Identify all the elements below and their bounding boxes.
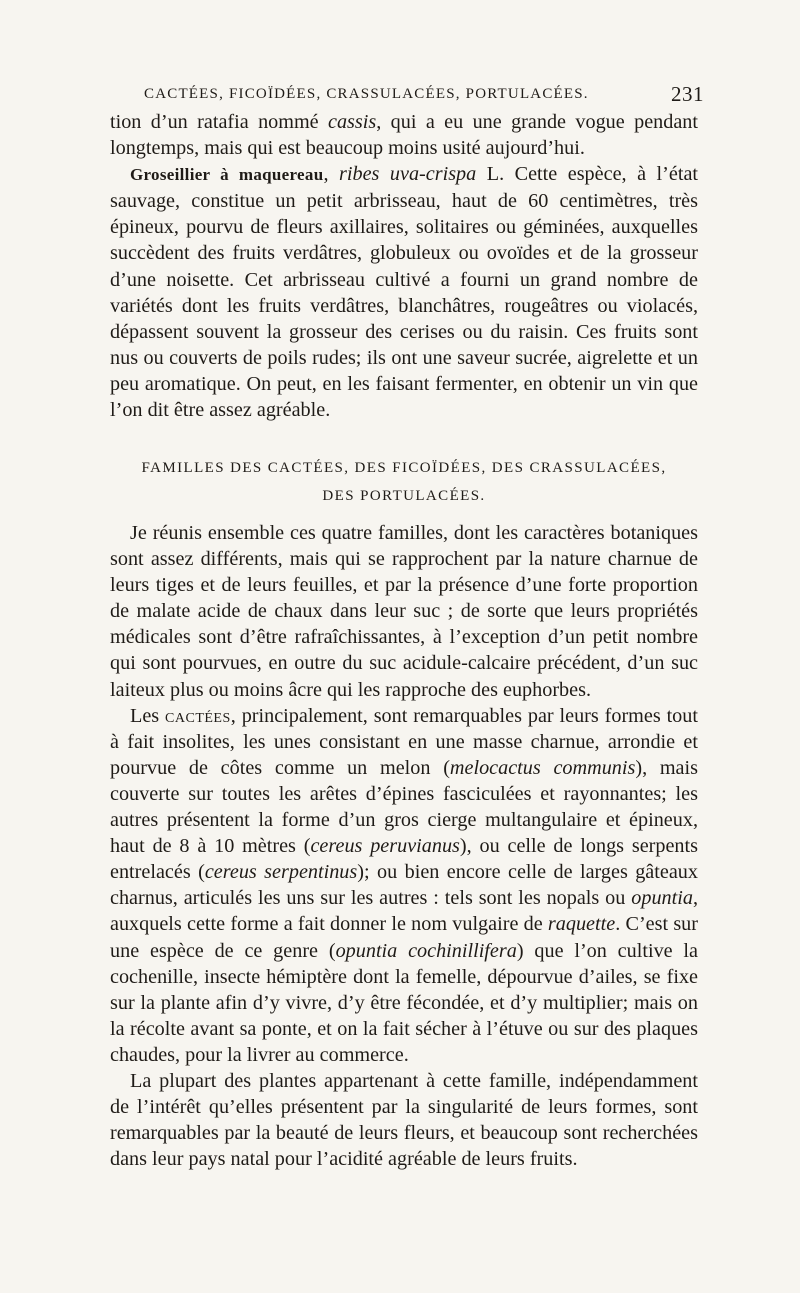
latin-opuntia: opuntia xyxy=(631,887,693,910)
running-head-title: CACTÉES, FICOÏDÉES, CRASSULACÉES, PORTULACÉES. xyxy=(144,86,589,102)
latin-melocactus: melocactus communis xyxy=(449,756,636,779)
para4-t4: ), ou celle de longs serpents entrelacés ( xyxy=(110,835,698,884)
section-heading xyxy=(110,454,698,510)
term-cactees: cactées xyxy=(165,704,231,727)
para1-text-after: , qui a eu une grande vogue pendant longtemps, mais qui est beaucoup moins usité aujourd’hui. xyxy=(110,111,698,160)
paragraph-cassis xyxy=(110,109,698,161)
para2-text: L. Cette espèce, à l’état sauvage, constitue un petit arbrisseau, haut de 60 centimètres, très épineux, pourvu de fleurs axillaires, solitaires ou géminées, auxquelles succèdent des fruits verdâtres, globuleux ou ovoïdes et de la grosseur d’une noisette. Cet arbrisseau cultivé a fourni un grand nombre de variétés dont les fruits verdâtres, blanchâtres, rougeâtres ou violacés, dépassent souvent la grosseur des cerises ou du raisin. Ces fruits sont nus ou couverts de poils rudes; ils ont une saveur sucrée, aigrelette et un peu aromatique. On peut, en les faisant fermenter, en obtenir un vin que l’on dit être assez agréable. xyxy=(110,163,699,422)
para4-t3: ), mais couverte sur toutes les arêtes d’épines fasciculées et rayonnantes; les autres présentent la forme d’un gros cierge multangulaire et épineux, haut de 8 à 10 mètres ( xyxy=(110,756,698,858)
para2-sep: , xyxy=(323,163,340,186)
para1-text: tion d’un ratafia nommé xyxy=(110,111,328,133)
para4-t6: , auxquels cette forme a fait donner le nom vulgaire de xyxy=(110,887,698,936)
paragraph-intro-familles: Je réunis ensemble ces quatre familles, dont les caractères botaniques sont assez différents, mais qui se rapprochent par la nature charnue de leurs tiges et de leurs feuilles, et par la présence d’une forte proportion de malate acide de chaux dans leur suc ; de sorte que leurs propriétés médicales sont d’être rafraîchissantes, à l’exception d’un petit nombre qui sont pourvues, en outre du suc acidule-calcaire précédent, d’un suc laiteux plus ou moins âcre qui les rapproche des euphorbes. xyxy=(110,522,698,701)
term-raquette: raquette xyxy=(547,913,616,936)
para1-italic-cassis: cassis xyxy=(328,111,377,133)
page-number: 231 xyxy=(671,82,704,106)
entry-name-groseillier: Groseillier à maquereau xyxy=(130,165,324,185)
para4-t2: , principalement, sont remarquables par leurs formes tout à fait insolites, les unes consistant en une masse charnue, arrondie et pourvue de côtes comme un melon ( xyxy=(110,704,698,779)
paragraph-cactees xyxy=(110,703,698,1068)
text-block-top xyxy=(110,109,698,423)
section-heading-line2: DES PORTULACÉES. xyxy=(322,488,486,504)
para4-t7: . C’est sur une espèce de ce genre ( xyxy=(110,913,698,962)
para4-t1: Les xyxy=(130,704,166,727)
paragraph-plupart: La plupart des plantes appartenant à cette famille, indépendamment de l’intérêt qu’elles présentent par la singularité de leurs formes, sont remarquables par la beauté de leurs fleurs, et beaucoup sont recherchées dans leur pays natal pour l’acidité agréable de leurs fruits. xyxy=(110,1069,698,1171)
text-block-bottom xyxy=(110,520,698,1172)
para4-t8: ) que l’on cultive la cochenille, insecte hémiptère dont la femelle, dépourvue d’ailes, se fixe sur la plante afin d’y vivre, d’y être fécondée, et d’y multiplier; mais on la récolte avant sa ponte, et on la fait sécher à l’étuve ou sur des plaques chaudes, pour la livrer au commerce. xyxy=(110,939,699,1066)
latin-opuntia-cochinillifera: opuntia cochinillifera xyxy=(335,939,517,962)
latin-name-ribes: ribes uva-crispa xyxy=(339,163,477,186)
latin-cereus-serpentinus: cereus serpentinus xyxy=(204,861,358,884)
paragraph-groseillier xyxy=(110,161,698,423)
para4-t5: ); ou bien encore celle de larges gâteaux charnus, articulés les uns sur les autres : tels sont les nopals ou xyxy=(110,861,698,910)
section-heading-line1: FAMILLES DES CACTÉES, DES FICOÏDÉES, DES CRASSULACÉES, xyxy=(141,460,667,476)
latin-cereus-peruvianus: cereus peruvianus xyxy=(310,835,460,858)
running-head xyxy=(110,82,704,108)
